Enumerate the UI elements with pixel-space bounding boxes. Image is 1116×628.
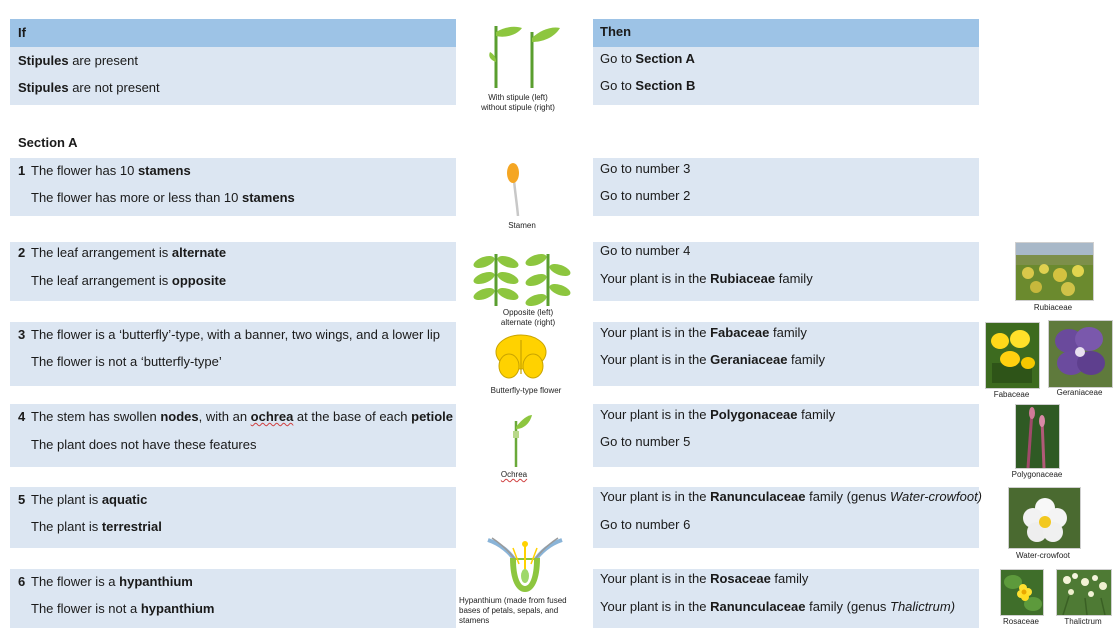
- q6-option-a: 6 The flower is a hypanthium: [18, 574, 193, 589]
- stipule-caption: With stipule (left) without stipule (right): [481, 93, 555, 112]
- q2-then-b: Your plant is in the Rubiaceae family: [600, 271, 813, 286]
- q4-then-a: Your plant is in the Polygonaceae family: [600, 407, 836, 422]
- q4-option-b: The plant does not have these features: [31, 437, 257, 452]
- q6-then-a: Your plant is in the Rosaceae family: [600, 571, 809, 586]
- q1-then-a: Go to number 3: [600, 161, 691, 176]
- ochrea-caption: Ochrea: [500, 470, 528, 479]
- section-a-title: Section A: [18, 135, 78, 150]
- leaf-arrangement-illustration: [472, 250, 574, 306]
- water-crowfoot-caption: Water-crowfoot: [1016, 551, 1070, 560]
- q3-option-b: The flower is not a ‘butterfly-type’: [31, 354, 222, 369]
- then-section-a: Go to Section A: [600, 51, 695, 66]
- q4-then-b: Go to number 5: [600, 434, 691, 449]
- butterfly-flower-caption: Butterfly-type flower: [490, 386, 562, 395]
- stamen-illustration: [504, 162, 524, 216]
- if-header-label: If: [18, 25, 26, 40]
- then-header-label: Then: [600, 24, 632, 39]
- q6-then-b: Your plant is in the Ranunculaceae family (genus Thalictrum): [600, 599, 956, 614]
- geraniaceae-caption: Geraniaceae: [1056, 388, 1103, 397]
- q1-then-b: Go to number 2: [600, 188, 691, 203]
- then-section-b: Go to Section B: [600, 78, 696, 93]
- fabaceae-photo: [985, 322, 1040, 389]
- q2-option-a: 2 The leaf arrangement is alternate: [18, 245, 227, 260]
- thalictrum-photo: [1056, 569, 1112, 616]
- geraniaceae-photo: [1048, 320, 1113, 388]
- q4-option-a: 4 The stem has swollen nodes, with an ochrea at the base of each petiole: [18, 409, 454, 424]
- q2-then-a: Go to number 4: [600, 243, 691, 258]
- thalictrum-caption: Thalictrum: [1064, 617, 1102, 626]
- hypanthium-illustration: [486, 536, 564, 594]
- polygonaceae-caption: Polygonaceae: [1011, 470, 1063, 479]
- polygonaceae-photo: [1015, 404, 1060, 469]
- rosaceae-photo: [1000, 569, 1044, 616]
- fabaceae-caption: Fabaceae: [993, 390, 1030, 399]
- q3-then-b: Your plant is in the Geraniaceae family: [600, 352, 825, 367]
- q5-then-b: Go to number 6: [600, 517, 691, 532]
- rosaceae-caption: Rosaceae: [1002, 617, 1040, 626]
- q2-option-b: The leaf arrangement is opposite: [31, 273, 227, 288]
- q5-option-b: The plant is terrestrial: [31, 519, 162, 534]
- then-header: [593, 19, 979, 47]
- rubiaceae-photo: [1015, 242, 1094, 301]
- stipule-absent-text: Stipules are not present: [18, 80, 160, 95]
- rubiaceae-caption: Rubiaceae: [1033, 303, 1073, 312]
- leaf-arrangement-caption: Opposite (left) alternate (right): [500, 308, 556, 327]
- q3-option-a: 3 The flower is a ‘butterfly’-type, with a banner, two wings, and a lower lip: [18, 327, 440, 342]
- q5-then-a: Your plant is in the Ranunculaceae family (genus Water-crowfoot): [600, 489, 983, 504]
- water-crowfoot-photo: [1008, 487, 1081, 549]
- q1-option-a: 1 The flower has 10 stamens: [18, 163, 191, 178]
- stipule-present-text: Stipules are present: [18, 53, 138, 68]
- stipule-illustration: [482, 22, 562, 90]
- hypanthium-caption: Hypanthium (made from fused bases of petals, sepals, and stamens: [459, 596, 567, 625]
- ochrea-illustration: [502, 413, 532, 467]
- q6-option-b: The flower is not a hypanthium: [31, 601, 215, 616]
- q5-option-a: 5 The plant is aquatic: [18, 492, 148, 507]
- q1-option-b: The flower has more or less than 10 stamens: [31, 190, 295, 205]
- q3-then-a: Your plant is in the Fabaceae family: [600, 325, 807, 340]
- butterfly-flower-illustration: [492, 334, 550, 382]
- if-header: [10, 19, 456, 47]
- stamen-caption: Stamen: [508, 221, 536, 230]
